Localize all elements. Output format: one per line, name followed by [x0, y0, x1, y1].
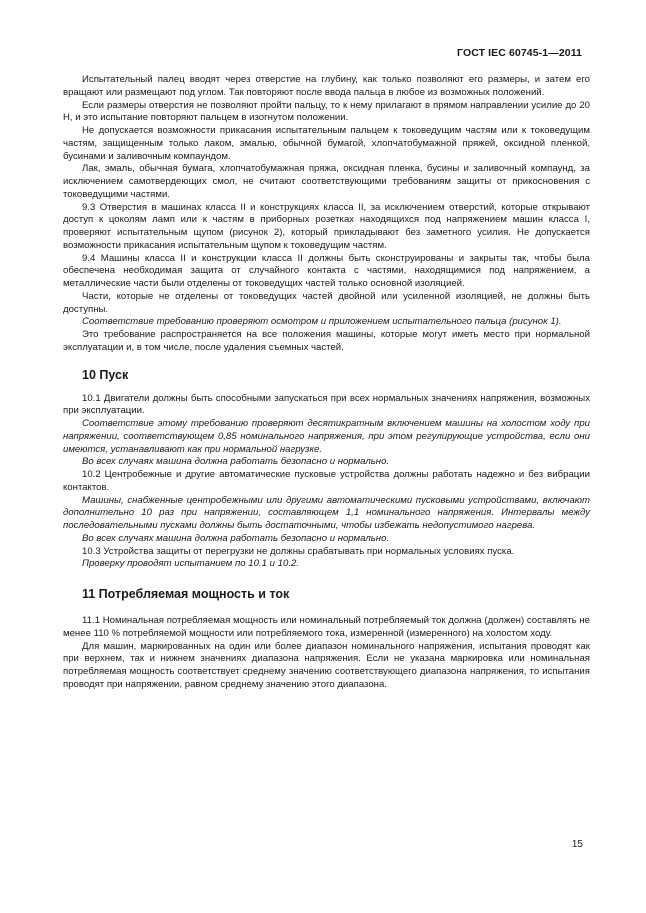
paragraph: Части, которые не отделены от токоведущих частей двойной или усиленной изоляцией, не должны быть доступны.	[63, 290, 590, 315]
paragraph: Соответствие требованию проверяют осмотром и приложением испытательного пальца (рисунок 1).	[82, 316, 562, 328]
paragraph: Если размеры отверстия не позволяют пройти пальцу, то к нему прилагают в прямом направлении усилие до 20 Н, и это испытание повторяют пальцем в изогнутом положении.	[63, 99, 590, 124]
page-number: 15	[571, 839, 583, 850]
section-9-continuation	[63, 74, 590, 355]
paragraph: Во всех случаях машина должна работать безопасно и нормально.	[82, 532, 390, 544]
section-10-heading: 10 Пуск	[82, 367, 129, 382]
paragraph: 9.4 Машины класса II и конструкции класса II должны быть сконструированы и закрыты так, чтобы была обеспечена необходимая защита от случайного контакта с частями, находящимися под напряжением, а металлические части были отделены от токоведущих частей только основной изоляцией.	[63, 252, 590, 289]
paragraph: 10.3 Устройства защиты от перегрузки не должны срабатывать при нормальных условиях пуска.	[82, 545, 515, 557]
paragraph: Соответствие этому требованию проверяют десятикратным включением машины на холостом ходу при напряжении, соответствующем 0,85 номинального напряжения, при этом регулирующие устройства, если они имеются, устанавливают как при нормальной нагрузке.	[63, 418, 590, 455]
paragraph: Лак, эмаль, обычная бумага, хлопчатобумажная пряжа, оксидная пленка, бусины и заливочный компаунд, за исключением самотвердеющих смол, не считают соответствующими требованиям защиты от прикосновения с токоведущими частями.	[63, 163, 590, 200]
paragraph: Проверку проводят испытанием по 10.1 и 10.2.	[82, 558, 299, 570]
paragraph: Для машин, маркированных на один или более диапазон номинального напряжения, испытания проводят как при верхнем, так и нижнем значениях диапазона напряжения. Если не указана маркировка или номинальная потребляемая мощность соответствует среднему значению соответствующего диапазона напряжения, то испытания проводят при напряжении, равном среднему значению этого диапазона.	[63, 640, 590, 690]
paragraph: 10.1 Двигатели должны быть способными запускаться при всех нормальных значениях напряжения, возможных при эксплуатации.	[63, 392, 590, 417]
section-10-body	[63, 393, 590, 572]
paragraph: Испытательный палец вводят через отверстие на глубину, как только позволяют его размеры, и затем его вращают или размещают под углом. Так повторяют после ввода пальца в любое из возможных положений.	[63, 74, 590, 98]
document-id-header: ГОСТ IEC 60745-1—2011	[457, 47, 582, 59]
section-11-heading: 11 Потребляемая мощность и ток	[82, 587, 290, 601]
paragraph: 10.2 Центробежные и другие автоматические пусковые устройства должны работать надежно и без вибрации контактов.	[63, 469, 590, 493]
document-body	[63, 74, 590, 692]
paragraph: Машины, снабженные центробежными или другими автоматическими пусковыми устройствами, включают дополнительно 10 раз при напряжении, составляющем 1,1 номинального напряжения. Интервалы между последовательными пусками должны быть достаточными, чтобы избежать недопустимого нагрева.	[63, 494, 590, 531]
paragraph: 9.3 Отверстия в машинах класса II и конструкциях класса II, за исключением отверстий, которые открывают доступ к цоколям ламп или к частям в приборных розетках находящихся под напряжением машин класса I, проверяют испытательным щупом (рисунок 2), который прикладывают без заметного усилия. Не допускается возможности прикасания испытательным щупом к токоведущим частям.	[63, 201, 590, 251]
paragraph: Не допускается возможности прикасания испытательным пальцем к токоведущим частям или к токоведущим частям, защищенным только лаком, эмалью, обычной бумагой, хлопчатобумажной пряжей, оксидной пленкой, бусинами и заливочным компаундом.	[63, 125, 590, 162]
paragraph: Во всех случаях машина должна работать безопасно и нормально.	[82, 456, 390, 468]
paragraph: Это требование распространяется на все положения машины, которые могут иметь место при нормальной эксплуатации и, в том числе, после удаления съемных частей.	[63, 329, 590, 353]
section-11-body	[63, 615, 590, 692]
paragraph: 11.1 Номинальная потребляемая мощность или номинальный потребляемый ток должна (должен) составлять не менее 110 % потребляемой мощности или потребляемого тока, измеренной (измеренного) на холостом ходу.	[63, 615, 590, 639]
